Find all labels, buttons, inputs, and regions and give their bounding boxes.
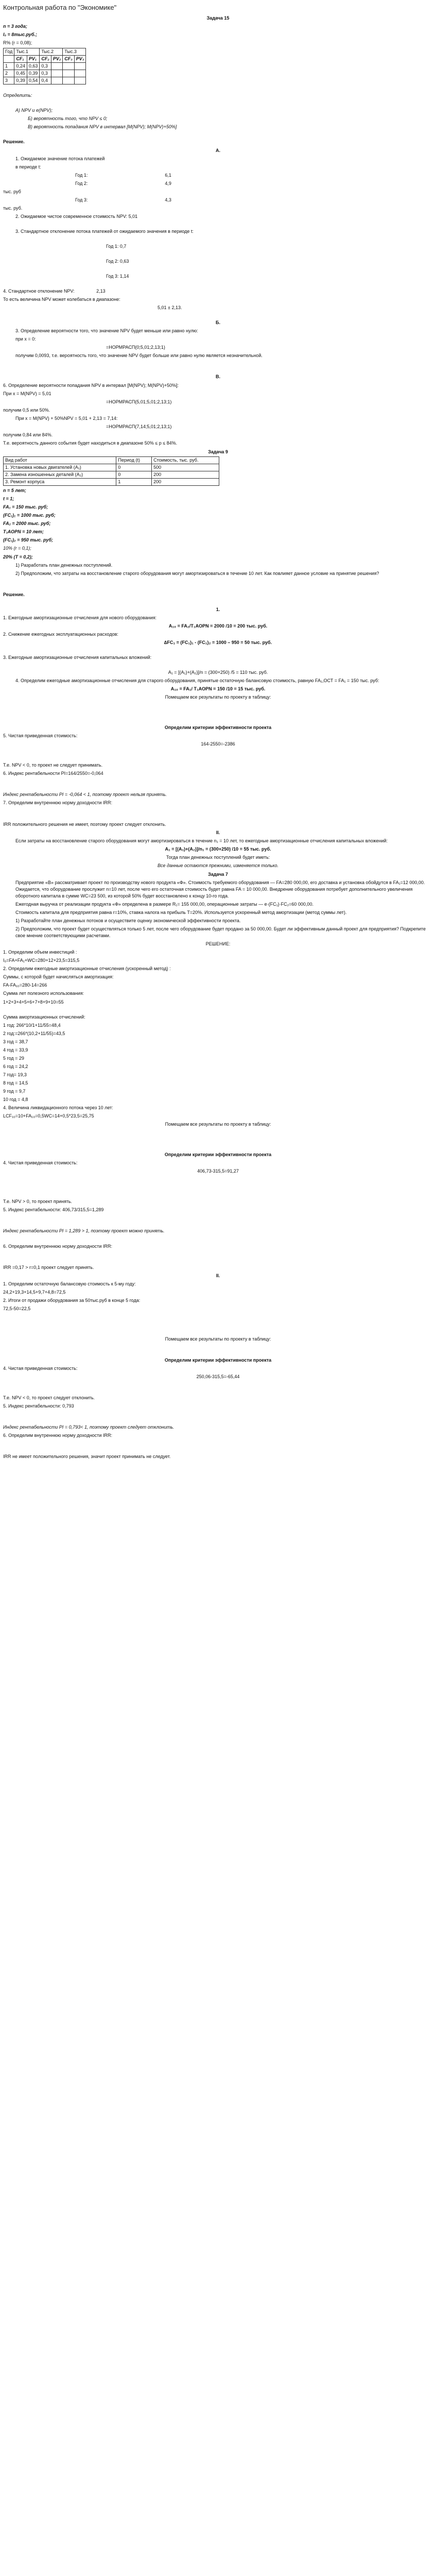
year-label: Год 3: [75, 197, 88, 202]
table-cell: 0,45 [14, 70, 27, 77]
table-cell [74, 77, 86, 84]
part-b-heading: Б. [216, 320, 220, 326]
task7-title: Задача 7 [208, 871, 228, 877]
depreciation-item: 6 год = 24,2 [3, 1063, 28, 1069]
table-cell [74, 70, 86, 77]
criteria-heading: Определим критерии эффективности проекта [164, 1357, 272, 1363]
table-subheader-cell: PV₂ [51, 56, 62, 63]
given-line: FA₁ = 150 тыс. руб; [3, 504, 48, 510]
task9-title: Задача 9 [208, 449, 228, 454]
step-text: При x = M(NPV) = 5,01 [3, 391, 51, 396]
step-text: 4. Величина ликвидационного потока через 10 лет: [3, 1105, 113, 1111]
step-text: 3. Стандартное отклонение потока платежей от ожидаемого значения в периоде t: [15, 228, 194, 234]
table-cell: 0,63 [27, 63, 40, 70]
given-line: I₀ = 8тыс.руб.; [3, 31, 37, 37]
year-value [3, 197, 433, 204]
table-cell: 0 [116, 471, 152, 479]
depreciation-item: 10 год = 4,8 [3, 1097, 28, 1103]
table-subheader-cell [4, 56, 14, 63]
step-text: Т.е. NPV < 0, то проект не следует принимать. [3, 762, 103, 768]
step-text: при x = 0: [15, 336, 36, 342]
year-label: Год 2: [75, 180, 88, 186]
formula-text: I₀=FA+FA₁+WC=280+12+23,5=315,5 [3, 958, 80, 963]
step-text: 5. Чистая приведенная стоимость: [3, 733, 78, 739]
table-header-cell: Тыс.2 [40, 48, 63, 56]
formula-text: 406,73-315,5=91,27 [197, 1168, 239, 1174]
paragraph: Стоимость капитала для предприятия равна r=10%, ставка налога на прибыль T=20%. Используется ускоренный метод амортизации (метод суммы лет). [15, 910, 347, 916]
sd-year: Год 3: 1,14 [106, 274, 129, 279]
sd-value: 2,13 [96, 289, 106, 294]
table-row [4, 70, 86, 77]
formula-text: A₁ = [(A₁)+(A₂)]/n = (300+250) /5 = 110 тыс. руб. [168, 669, 268, 675]
table-cell: 3 [4, 77, 14, 84]
year-number: 4,9 [165, 180, 171, 186]
table-cell: 0,54 [27, 77, 40, 84]
task9-works-table [3, 456, 219, 486]
task15-title: Задача 15 [206, 15, 230, 21]
table-row [4, 471, 219, 479]
step-text: Помещаем все результаты по проекту в таблицу: [165, 1336, 271, 1342]
table-cell: 1. Установка новых двигателей (A₁) [4, 464, 116, 471]
given-line: 20% (T = 0,2); [3, 554, 33, 560]
year-label: Год 1: [75, 172, 88, 178]
step-text: 2. Снижение ежегодных эксплуатационных расходов: [3, 631, 118, 637]
step-text: 6. Определим внутреннюю норму доходности IRR: [3, 1433, 112, 1438]
solution-heading: Решение. [3, 139, 25, 145]
given-line: (FC₁)₁ = 1000 тыс. руб; [3, 513, 56, 518]
step-text: То есть величина NPV может колебаться в диапазоне: [3, 297, 120, 302]
formula-text: 24,2+19,3+14,5+9,7+4,8=72,5 [3, 1289, 66, 1295]
table-cell [63, 63, 75, 70]
table-cell: 1 [116, 479, 152, 486]
step-label: 2. Ожидаемое чистое современное стоимость NPV: [15, 213, 128, 219]
depreciation-item: 1 год: 266*10/1+11/55=48,4 [3, 1022, 61, 1028]
given-line: T₁AOPN = 10 лет; [3, 529, 44, 535]
table-header-cell: Тыс.1 [14, 48, 40, 56]
step-text: 1. Определим остаточную балансовую стоимость к 5-му году: [3, 1281, 136, 1286]
step-text: 2. Определим ежегодные амортизационные отчисления (ускоренный метод) : [3, 966, 171, 972]
question-b: Б) вероятность того, что NPV ≤ 0; [28, 116, 108, 122]
question-text: 1) Разработать план денежных поступлений. [15, 562, 113, 568]
year-number: 6,1 [165, 172, 171, 178]
formula-text: 72,5-50=22,5 [3, 1306, 31, 1311]
paragraph: Ежегодная выручка от реализации продукта «Ф» определена в размере R₁= 155 000,00, операционные затраты — e·(FC₁)·FC₂=60 000,00. [15, 901, 313, 907]
sd-year: Год 2: 0,63 [106, 259, 129, 264]
depreciation-item: 5 год = 29 [3, 1055, 24, 1061]
table-cell: 1 [4, 63, 14, 70]
solution-heading: Решение. [3, 591, 25, 597]
depreciation-item: 8 год = 14,5 [3, 1080, 28, 1086]
table-subheader-cell: CF₃ [63, 56, 75, 63]
table-row [4, 464, 219, 471]
table-subheader-cell: CF₁ [14, 56, 27, 63]
step-text: 6. Индекс рентабельности PI=164/2550=-0,064 [3, 771, 103, 776]
given-line: R% (r = 0,08); [3, 40, 32, 45]
step-text: 6. Определение вероятности попадания NPV в интервал [M(NPV); M(NPV)+50%]: [3, 382, 179, 388]
given-line: n = 3 года; [3, 23, 27, 29]
table-subheader-cell: PV₁ [27, 56, 40, 63]
table-cell: 0,3 [40, 70, 51, 77]
criteria-heading: Определим критерии эффективности проекта [164, 1152, 272, 1158]
part-heading: II. [216, 829, 220, 835]
step-text: 4. Чистая приведенная стоимость: [3, 1160, 78, 1166]
question-c: В) вероятность попадания NPV в интервал [M(NPV); M(NPV)+50%] [28, 124, 177, 130]
step-text: получим 0,84 или 84%. [3, 432, 53, 437]
table-cell [51, 63, 62, 70]
given-line: n = 5 лет; [3, 488, 26, 494]
step-text: Если затраты на восстановление старого оборудования могут амортизироваться в течение n₁ = 10 лет, то ежегодные амортизационные отчисления капитальных вложений: [15, 838, 388, 843]
table-cell: 200 [152, 471, 219, 479]
sd-year: Год 1: 0,7 [106, 243, 127, 249]
table-cell: 200 [152, 479, 219, 486]
step-text: 2. Итоги от продажи оборудования за 50тыс.руб в конце 5 года: [3, 1297, 141, 1303]
formula-text: LCF₁₀=10+FA₁₀=0,5WC=14+0,5*23,5=25,75 [3, 1113, 94, 1119]
question-a: А) NPV и e(NPV); [15, 108, 53, 113]
step-text: Сумма лет полезного использования: [3, 991, 84, 996]
step-text: Индекс рентабельности PI = -0,064 < 1, поэтому проект нельзя принять. [3, 792, 167, 798]
part-heading: 1. [216, 606, 220, 612]
table-header-cell: Год [4, 48, 14, 56]
step-text: Суммы, с которой будет начисляться амортизация: [3, 974, 114, 980]
step-text: получим 0,5 или 50%. [3, 407, 50, 413]
table-cell [51, 77, 62, 84]
step-text: 5. Индекс рентабельности: 0,793 [3, 1403, 74, 1409]
step-text [3, 288, 433, 295]
step-text: IRR =0,17 > r=0,1 проект следует принять. [3, 1264, 94, 1270]
table-cell: 2. Замена изношенных деталей (A₂) [4, 471, 116, 479]
step-text: 1. Определим объем инвестиций : [3, 950, 77, 955]
question-text: 2) Предположим, что затраты на восстановление старого оборудования могут амортизироваться в течение 10 лет. Как повлияет данное условие на принятие решения? [15, 570, 379, 576]
given-line: (FC₁)₂ = 950 тыс. руб; [3, 537, 54, 543]
step-text: IRR положительного решения не имеет, поэтому проект следует отклонить. [3, 821, 166, 827]
depreciation-item: 7 год= 19,3 [3, 1072, 27, 1077]
step-text: 1. Ожидаемое значение потока платежей [15, 156, 105, 161]
table-cell: 3. Ремонт корпуса [4, 479, 116, 486]
table-cell: 0 [116, 464, 152, 471]
step-text: Т.е. вероятность данного события будет находиться в диапазоне 50% ≤ p ≤ 84%. [3, 440, 178, 446]
formula-text: FA-FA₁₀=280-14=266 [3, 982, 47, 988]
step-text: 4. Определим ежегодные амортизационные отчисления для старого оборудования, принятые остаточную балансовую стоимость, равную FA₁,ОСТ = FA₁ = 150 тыс. руб: [15, 678, 379, 684]
step-text: При x = M(NPV) + 50%NPV = 5,01 + 2,13 = 7,14: [15, 415, 118, 421]
step-text: Сумма амортизационных отчислений: [3, 1014, 85, 1020]
step-text: 3. Ежегодные амортизационные отчисления капитальных вложений: [3, 654, 152, 660]
step-text: 4. Чистая приведенная стоимость: [3, 1365, 78, 1371]
depreciation-item: 4 год = 33,9 [3, 1047, 28, 1053]
formula-text: ∆FC₁ = (FC₁)₁ - (FC₁)₂ = 1000 – 950 = 50 тыс. руб. [164, 639, 272, 645]
paragraph: Предприятие «В» рассматривает проект по производству нового продукта «Ф». Стоимость требуемого оборудования — FA=280 000,00, его доставка и установка обойдутся в FA₁=12 000,00. Ожидается, что оборудование прослужит n=10 лет, после чего его остаточная стоимость будет равна FA = 10 000,00. Внедрение оборудования потребует дополнительного увеличения оборотного капитала в сумме WC=23 500, из которой 50% будет восстановлено к концу 10-го года. [15, 879, 425, 899]
formula-text: =НОРМРАСП(7,14;5,01;2,13;1) [106, 423, 172, 429]
part-a-heading: А. [216, 147, 220, 153]
range-value: 5,01 ± 2,13. [158, 305, 182, 311]
table-cell: 0,4 [40, 77, 51, 84]
year-value [3, 180, 433, 187]
table-cell [63, 77, 75, 84]
table-subheader-cell: CF₂ [40, 56, 51, 63]
given-line: t = 1; [3, 496, 14, 502]
step-text: 3. Определение вероятности того, что значение NPV будет меньше или равно нулю: [15, 328, 198, 334]
unit-text: тыс. руб. [3, 205, 23, 211]
step-text: 7. Определим внутреннюю норму доходности IRR: [3, 800, 112, 806]
depreciation-item: 2 год:=266*(10,2+11/55)=43,5 [3, 1030, 65, 1036]
table-cell [63, 70, 75, 77]
part-heading: II. [216, 1273, 220, 1278]
page-title: Контрольная работа по "Экономике" [3, 4, 117, 11]
table-row [4, 63, 86, 70]
npv-value: 5,01 [128, 213, 138, 219]
table-header-cell: Стоимость, тыс. руб. [152, 456, 219, 464]
step-text: 1. Ежегодные амортизационные отчисления для нового оборудования: [3, 615, 157, 620]
table-cell [74, 63, 86, 70]
step-text: получим 0,0093, т.е. вероятность того, что значение NPV будет больше или равно нулю является незначительной. [15, 353, 263, 359]
table-cell: 0,39 [27, 70, 40, 77]
paragraph: 1) Разработайте план денежных потоков и осуществите оценку экономической эффективности проекта. [15, 918, 241, 924]
table-row [4, 479, 219, 486]
step-text: Индекс рентабельности PI = 0,793< 1, поэтому проект следует отклонить. [3, 1425, 175, 1430]
step-text: Помещаем все результаты по проекту в таблицу: [165, 694, 271, 700]
step-text: 6. Определим внутреннюю норму доходности IRR: [3, 1243, 112, 1249]
task15-cashflow-table [3, 48, 86, 84]
table-cell: 500 [152, 464, 219, 471]
step-text: Тогда план денежных поступлений будет иметь: [166, 854, 270, 860]
table-cell: 0,39 [14, 77, 27, 84]
formula-text: A₁ = [(A₁)+(A₂)]/n₁ = (300+250) /10 = 55 тыс. руб. [165, 846, 271, 852]
table-cell: 0,24 [14, 63, 27, 70]
step-text: Все данные остаются прежними, изменяется только. [158, 862, 278, 868]
formula-text: A₁₀ = FA₁/ T₁AOPN = 150 /10 = 15 тыс. руб. [170, 686, 266, 692]
part-v-heading: В. [216, 374, 220, 380]
table-header-cell: Тыс.3 [63, 48, 86, 56]
unit-text: тыс. руб [3, 189, 21, 194]
year-value [3, 172, 433, 179]
criteria-heading: Определим критерии эффективности проекта [164, 725, 272, 731]
table-row [4, 77, 86, 84]
step-text: Помещаем все результаты по проекту в таблицу: [165, 1122, 271, 1127]
table-header-cell: Вид работ [4, 456, 116, 464]
step-text: IRR не имеет положительного решения, значит проект принимать не следует. [3, 1454, 171, 1460]
formula-text: =НОРМРАСП(0;5,01;2,13;1) [106, 345, 165, 350]
formula-text: 164-2550=-2386 [201, 741, 235, 747]
determine-label: Определить: [3, 93, 32, 98]
step-text: Индекс рентабельности PI = 1,289 > 1, поэтому проект можно принять. [3, 1228, 165, 1234]
step-text [3, 213, 433, 220]
step-text: Т.е. NPV < 0, то проект следует отклонить. [3, 1395, 95, 1401]
step-text: в периоде t: [15, 164, 41, 170]
step-text: 5. Индекс рентабельности: 406,73/315,5=1,289 [3, 1207, 104, 1213]
solution-heading: РЕШЕНИЕ: [205, 941, 231, 947]
given-line: FA₂ = 2000 тыс. руб; [3, 521, 51, 527]
given-line: 10% (r = 0,1); [3, 546, 31, 551]
table-subheader-cell: PV₃ [74, 56, 86, 63]
step-label: 4. Стандартное отклонение NPV: [3, 289, 75, 294]
depreciation-item: 3 год = 38,7 [3, 1039, 28, 1044]
paragraph: 2) Предположим, что проект будет осуществляться только 5 лет, после чего оборудование будет продано за 50 000,00. Будет ли эффективным данный проект для предприятия? Подкрепите свое мнение соответствующими расчетами. [15, 926, 426, 939]
step-text: Т.е. NPV > 0, то проект принять. [3, 1199, 72, 1205]
depreciation-item: 9 год = 9,7 [3, 1089, 26, 1094]
year-number: 4,3 [165, 197, 171, 202]
formula-text: 1+2+3+4+5+6+7+8+9+10=55 [3, 999, 64, 1005]
table-cell: 0,3 [40, 63, 51, 70]
formula-text: =НОРМРАСП(5,01;5,01;2,13;1) [106, 399, 172, 404]
formula-text: A₁₀ = FA₂/T₁AOPN = 2000 /10 = 200 тыс. руб. [168, 623, 268, 629]
table-cell [51, 70, 62, 77]
table-header-cell: Период (t) [116, 456, 152, 464]
table-cell: 2 [4, 70, 14, 77]
formula-text: 250,06-315,5=-65,44 [196, 1374, 240, 1379]
